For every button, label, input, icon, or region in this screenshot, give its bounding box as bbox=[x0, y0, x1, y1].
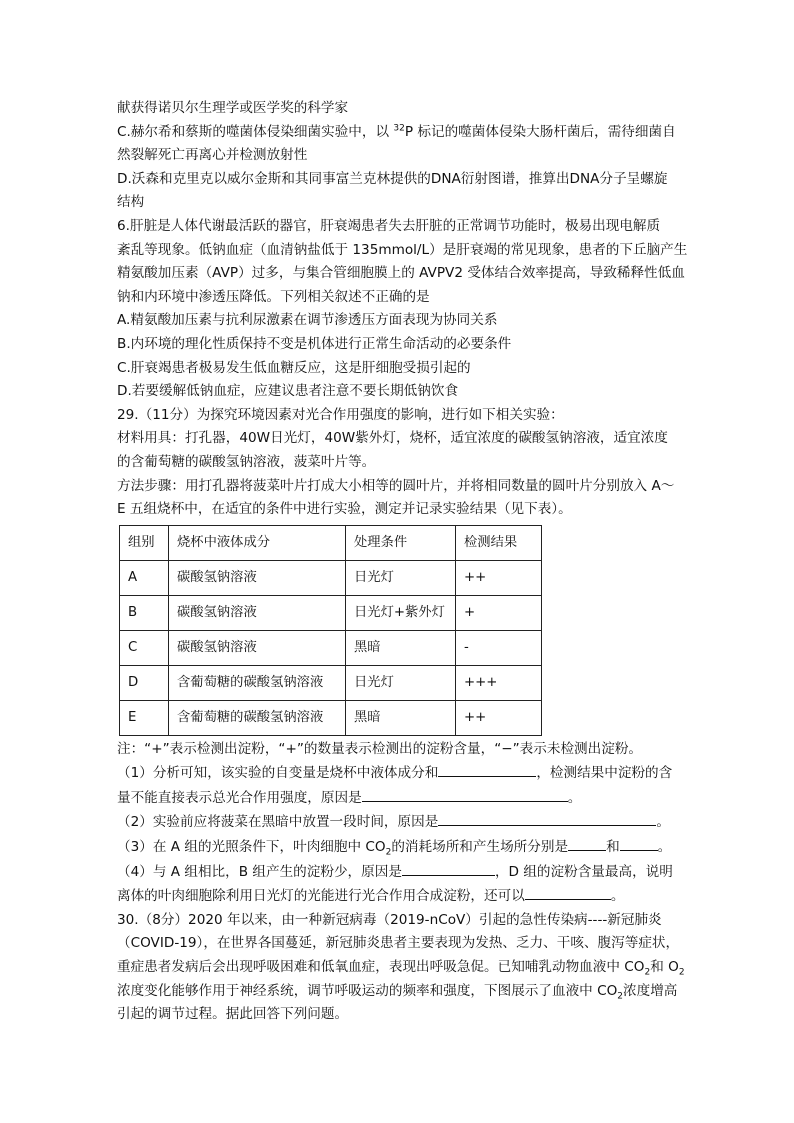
table-cell: 日光灯 bbox=[346, 665, 456, 700]
q5-option-d: D.沃森和克里克以威尔金斯和其同事富兰克林提供的DNA衍射图谱，推算出DNA分子呈螺旋 bbox=[117, 170, 668, 187]
q6-option-c: C.肝衰竭患者极易发生低血糖反应，这是肝细胞受损引起的 bbox=[117, 359, 471, 376]
table-cell: + bbox=[456, 595, 542, 630]
q29-sub3: （3）在 A 组的光照条件下，叶肉细胞中 $CO_2$的消耗场所和产生场所分别是 和 。 bbox=[117, 835, 689, 860]
subscript: 2 bbox=[617, 991, 624, 1002]
q29-sub1-cont: 量不能直接表示总光合作用强度，原因是 。 bbox=[117, 786, 689, 811]
table-cell: 黑暗 bbox=[346, 700, 456, 735]
q6-option-d: D.若要缓解低钠血症，应建议患者注意不要长期低钠饮食 bbox=[117, 383, 459, 400]
q6-stem: 精氨酸加压素（AVP）过多，与集合管细胞膜上的 AVPV2 受体结合效率提高，导致稀释性低血 bbox=[117, 265, 685, 282]
answer-blank[interactable] bbox=[438, 810, 656, 826]
q30-text: 引起的调节过程。据此回答下列问题。 bbox=[117, 1006, 349, 1023]
table-header-cell: 组别 bbox=[120, 525, 169, 560]
table-cell: 碳酸氢钠溶液 bbox=[169, 595, 346, 630]
q30-heading: 30.（8分）2020 年以来，由一种新冠病毒（2019-nCoV）引起的急性传染病----新冠肺炎 bbox=[117, 911, 662, 928]
q5-option-c: C.赫尔希和蔡斯的噬菌体侵染细菌实验中，以 $^{32}$P 标记的噬菌体侵染大肠杆菌后，需待细菌自 bbox=[117, 123, 676, 140]
answer-blank[interactable] bbox=[402, 860, 495, 876]
table-row bbox=[120, 560, 542, 595]
table-cell: 碳酸氢钠溶液 bbox=[169, 560, 346, 595]
q29-sub2: （2）实验前应将菠菜在黑暗中放置一段时间，原因是 。 bbox=[117, 810, 689, 835]
q29-sub1: （1）分析可知，该实验的自变量是烧杯中液体成分和 ，检测结果中淀粉的含 bbox=[117, 761, 689, 786]
table-cell: +++ bbox=[456, 665, 542, 700]
answer-blank[interactable] bbox=[568, 835, 606, 851]
superscript: 32 bbox=[393, 123, 405, 134]
table-cell: ++ bbox=[456, 560, 542, 595]
table-cell: 黑暗 bbox=[346, 630, 456, 665]
q29-method-cont: E 五组烧杯中，在适宜的条件中进行实验，测定并记录实验结果（见下表）。 bbox=[117, 501, 572, 518]
table-cell: 含葡萄糖的碳酸氢钠溶液 bbox=[169, 665, 346, 700]
q6-option-b: B.内环境的理化性质保持不变是机体进行正常生命活动的必要条件 bbox=[117, 335, 512, 352]
exam-page bbox=[117, 97, 689, 1027]
q29-materials: 材料用具：打孔器，40W日光灯，40W紫外灯，烧杯，适宜浓度的碳酸氢钠溶液，适宜浓度 bbox=[117, 430, 668, 447]
q30-text: 重症患者发病后会出现呼吸困难和低氧血症，表现出呼吸急促。已知哺乳动物血液中 $CO_2$和 $O_2$ bbox=[117, 959, 685, 978]
table-cell: D bbox=[120, 665, 169, 700]
table-cell: C bbox=[120, 630, 169, 665]
q29-heading: 29.（11分）为探究环境因素对光合作用强度的影响，进行如下相关实验： bbox=[117, 406, 564, 423]
q5-option-c-cont: 然裂解死亡再离心并检测放射性 bbox=[117, 147, 308, 164]
table-cell: 含葡萄糖的碳酸氢钠溶液 bbox=[169, 700, 346, 735]
table-cell: - bbox=[456, 630, 542, 665]
table-cell: 碳酸氢钠溶液 bbox=[169, 630, 346, 665]
table-header-cell: 烧杯中液体成分 bbox=[169, 525, 346, 560]
table-header-cell: 检测结果 bbox=[456, 525, 542, 560]
subscript: 2 bbox=[644, 967, 651, 978]
table-row bbox=[120, 630, 542, 665]
q29-method: 方法步骤：用打孔器将菠菜叶片打成大小相等的圆叶片，并将相同数量的圆叶片分别放入 A～ bbox=[117, 477, 675, 494]
q29-sub4-cont: 离体的叶肉细胞除利用日光灯的光能进行光合作用合成淀粉，还可以 。 bbox=[117, 884, 689, 909]
q6-option-a: A.精氨酸加压素与抗利尿激素在调节渗透压方面表现为协同关系 bbox=[117, 312, 498, 329]
answer-blank[interactable] bbox=[438, 761, 536, 777]
table-cell: 日光灯 bbox=[346, 560, 456, 595]
table-row bbox=[120, 700, 542, 735]
subscript: 2 bbox=[385, 847, 392, 858]
table-header-row bbox=[120, 525, 542, 560]
q5-text-line: 献获得诺贝尔生理学或医学奖的科学家 bbox=[117, 100, 349, 116]
results-table bbox=[119, 525, 542, 736]
q30-text: （COVID-19），在世界各国蔓延，新冠肺炎患者主要表现为发热、乏力、干咳、腹泻等症状， bbox=[117, 935, 680, 952]
q30-text: 浓度变化能够作用于神经系统，调节呼吸运动的频率和强度，下图展示了血液中 $CO_2$浓度增高 bbox=[117, 982, 678, 1002]
table-cell: ++ bbox=[456, 700, 542, 735]
table-cell: B bbox=[120, 595, 169, 630]
table-note: 注：“+”表示检测出淀粉，“+”的数量表示检测出的淀粉含量，“−”表示未检测出淀粉。 bbox=[117, 740, 643, 757]
table-row bbox=[120, 665, 542, 700]
table-row bbox=[120, 595, 542, 630]
q6-stem: 紊乱等现象。低钠血症（血清钠盐低于 135mmol/L）是肝衰竭的常见现象，患者的下丘脑产生 bbox=[117, 241, 688, 258]
answer-blank[interactable] bbox=[525, 884, 611, 900]
q5-option-d-cont: 结构 bbox=[117, 194, 145, 211]
answer-blank[interactable] bbox=[362, 786, 568, 802]
answer-blank[interactable] bbox=[620, 835, 658, 851]
table-header-cell: 处理条件 bbox=[346, 525, 456, 560]
q6-stem: 6.肝脏是人体代谢最活跃的器官，肝衰竭患者失去肝脏的正常调节功能时，极易出现电解质 bbox=[117, 217, 661, 234]
table-cell: A bbox=[120, 560, 169, 595]
q29-sub4: （4）与 A 组相比，B 组产生的淀粉少，原因是 ，D 组的淀粉含量最高，说明 bbox=[117, 860, 689, 885]
subscript: 2 bbox=[678, 967, 685, 978]
q29-materials-cont: 的含葡萄糖的碳酸氢钠溶液，菠菜叶片等。 bbox=[117, 453, 376, 470]
table-cell: 日光灯+紫外灯 bbox=[346, 595, 456, 630]
q6-stem: 钠和内环境中渗透压降低。下列相关叙述不正确的是 bbox=[117, 288, 430, 305]
table-cell: E bbox=[120, 700, 169, 735]
